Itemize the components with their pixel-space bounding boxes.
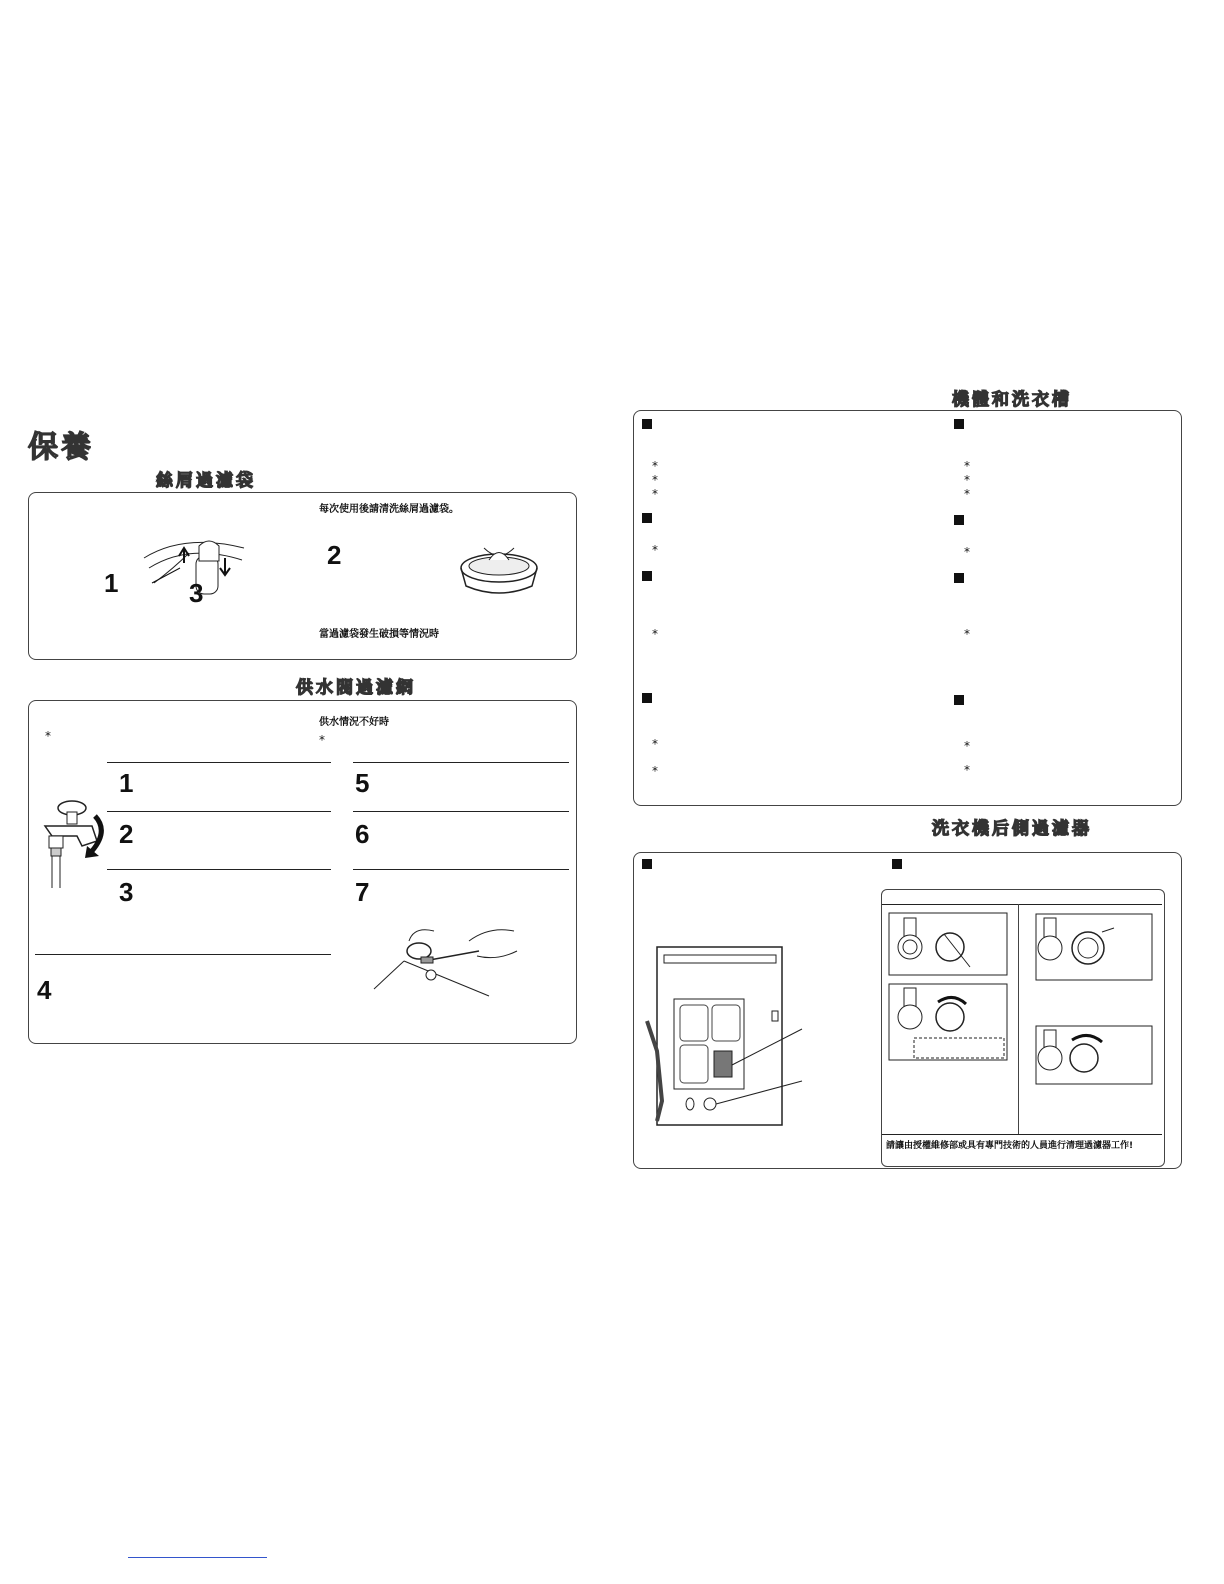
body-tub-bullet xyxy=(642,571,652,581)
body-tub-star: * xyxy=(964,627,970,641)
lint-step-3: 3 xyxy=(189,578,204,608)
inlet-note-star-right: * xyxy=(319,733,325,747)
lint-filter-washing-illustration xyxy=(454,538,544,598)
body-tub-bullet xyxy=(642,419,652,429)
lint-step-1: 1 xyxy=(104,568,119,598)
body-tub-star: * xyxy=(652,487,658,501)
inlet-filter-title: 供水閥過濾網 xyxy=(296,678,416,698)
inlet-step-3: 3 xyxy=(119,877,134,907)
filter-step-illustration xyxy=(888,912,1008,1082)
faucet-illustration xyxy=(37,796,112,891)
lint-filter-note-each-use: 每次使用後請清洗絲屑過濾袋。 xyxy=(319,504,459,515)
body-tub-star: * xyxy=(964,473,970,487)
body-tub-star: * xyxy=(652,764,658,778)
body-tub-star: * xyxy=(964,487,970,501)
body-tub-star: * xyxy=(964,545,970,559)
body-tub-bullet xyxy=(954,573,964,583)
body-tub-title: 機體和洗衣槽 xyxy=(952,390,1072,410)
rear-filter-bullet xyxy=(642,859,652,869)
body-tub-star: * xyxy=(652,459,658,473)
body-tub-bullet xyxy=(954,419,964,429)
inlet-note-star-left: * xyxy=(45,729,51,743)
body-tub-bullet xyxy=(642,513,652,523)
inlet-step-6: 6 xyxy=(355,819,370,849)
lint-step-2: 2 xyxy=(327,540,342,570)
body-tub-star: * xyxy=(652,473,658,487)
filter-brush-illustration xyxy=(369,921,529,1001)
page-title: 保養 xyxy=(28,430,94,465)
body-tub-panel xyxy=(633,410,1182,806)
body-tub-bullet xyxy=(954,695,964,705)
inlet-step-5: 5 xyxy=(355,768,370,798)
rear-filter-footer-note: 請讓由授權維修部或具有專門技術的人員進行清理過濾器工作! xyxy=(886,1141,1134,1151)
inlet-step-2: 2 xyxy=(119,819,134,849)
rear-filter-bullet xyxy=(892,859,902,869)
body-tub-star: * xyxy=(964,763,970,777)
filter-step-illustration xyxy=(1030,908,1156,1093)
body-tub-bullet xyxy=(954,515,964,525)
body-tub-star: * xyxy=(652,737,658,751)
body-tub-star: * xyxy=(652,543,658,557)
body-tub-star: * xyxy=(652,627,658,641)
body-tub-star: * xyxy=(964,459,970,473)
rear-filter-panel xyxy=(633,852,1182,1169)
washer-rear-illustration xyxy=(642,941,817,1131)
body-tub-bullet xyxy=(642,693,652,703)
lint-filter-panel xyxy=(28,492,577,660)
lint-filter-title: 絲屑過濾袋 xyxy=(156,471,256,491)
inlet-step-4: 4 xyxy=(37,975,52,1005)
inlet-filter-panel xyxy=(28,700,577,1044)
lint-filter-note-damaged: 當過濾袋發生破損等情況時 xyxy=(319,629,439,640)
inlet-filter-note-poor-supply: 供水情況不好時 xyxy=(319,717,389,728)
inlet-step-1: 1 xyxy=(119,768,134,798)
rear-filter-title: 洗衣機后側過濾器 xyxy=(932,819,1092,839)
footer-link-underline[interactable] xyxy=(128,1557,267,1558)
body-tub-star: * xyxy=(964,739,970,753)
rear-filter-procedure-table xyxy=(881,889,1165,1167)
inlet-step-7: 7 xyxy=(355,877,370,907)
